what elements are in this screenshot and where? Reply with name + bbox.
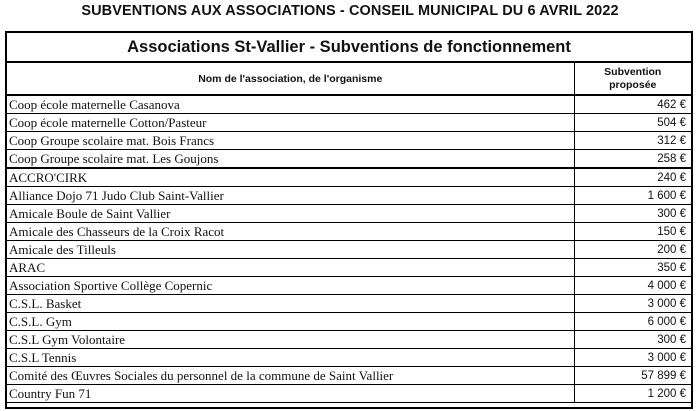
subsidy-amount: 300 € [574, 331, 691, 349]
association-name: Association Sportive Collège Copernic [7, 277, 574, 295]
association-name: Comité des Œuvres Sociales du personnel de la commune de Saint Vallier [7, 367, 574, 385]
table-row [7, 367, 691, 385]
association-name: C.S.L Gym Volontaire [7, 331, 574, 349]
table-row [7, 295, 691, 313]
subsidy-amount: 312 € [574, 132, 691, 150]
association-name: ACCRO'CIRK [7, 168, 574, 187]
table-row [7, 95, 691, 114]
amount-header-line-2: proposée [609, 78, 657, 91]
subsidy-amount: 3 000 € [574, 349, 691, 367]
subsidy-amount: 350 € [574, 259, 691, 277]
subsidy-amount: 3 000 € [574, 295, 691, 313]
association-name: ARAC [7, 259, 574, 277]
association-name: Coop école maternelle Casanova [7, 95, 574, 114]
association-name: C.S.L. Basket [7, 295, 574, 313]
association-name: C.S.L Tennis [7, 349, 574, 367]
subsidy-amount: 200 € [574, 241, 691, 259]
subsidy-amount: 462 € [574, 95, 691, 114]
column-header-name: Nom de l'association, de l'organisme [7, 63, 574, 95]
table-heading: Associations St-Vallier - Subventions de fonctionnement [7, 33, 691, 63]
table-row [7, 150, 691, 169]
table-row [7, 259, 691, 277]
subsidy-amount: 150 € [574, 223, 691, 241]
subsidy-amount: 4 000 € [574, 277, 691, 295]
association-name: C.S.L. Gym [7, 313, 574, 331]
amount-header-line-1: Subvention [604, 65, 662, 78]
table-body [7, 95, 691, 403]
association-name: Amicale Boule de Saint Vallier [7, 205, 574, 223]
table-row [7, 132, 691, 150]
association-name: Amicale des Chasseurs de la Croix Racot [7, 223, 574, 241]
subsidy-amount: 1 600 € [574, 187, 691, 205]
table-row [7, 313, 691, 331]
table-row [7, 187, 691, 205]
column-header-amount [574, 63, 691, 95]
association-name: Country Fun 71 [7, 385, 574, 403]
subsidy-amount: 504 € [574, 114, 691, 132]
table-row [7, 385, 691, 403]
subsidy-amount: 6 000 € [574, 313, 691, 331]
association-name: Alliance Dojo 71 Judo Club Saint-Vallier [7, 187, 574, 205]
table-row [7, 241, 691, 259]
subsidies-table [7, 63, 691, 403]
table-row [7, 168, 691, 187]
table-row [7, 349, 691, 367]
association-name: Coop Groupe scolaire mat. Les Goujons [7, 150, 574, 169]
association-name: Coop école maternelle Cotton/Pasteur [7, 114, 574, 132]
subsidy-amount: 240 € [574, 168, 691, 187]
subsidy-amount: 258 € [574, 150, 691, 169]
table-row [7, 223, 691, 241]
page-title: SUBVENTIONS AUX ASSOCIATIONS - CONSEIL MUNICIPAL DU 6 AVRIL 2022 [81, 3, 619, 19]
subsidy-amount: 57 899 € [574, 367, 691, 385]
table-row [7, 331, 691, 349]
table-row [7, 277, 691, 295]
subsidy-amount: 1 200 € [574, 385, 691, 403]
subsidies-table-frame [5, 31, 693, 409]
association-name: Coop Groupe scolaire mat. Bois Francs [7, 132, 574, 150]
table-row [7, 205, 691, 223]
subsidy-amount: 300 € [574, 205, 691, 223]
association-name: Amicale des Tilleuls [7, 241, 574, 259]
table-row [7, 114, 691, 132]
table-header-row [7, 63, 691, 95]
